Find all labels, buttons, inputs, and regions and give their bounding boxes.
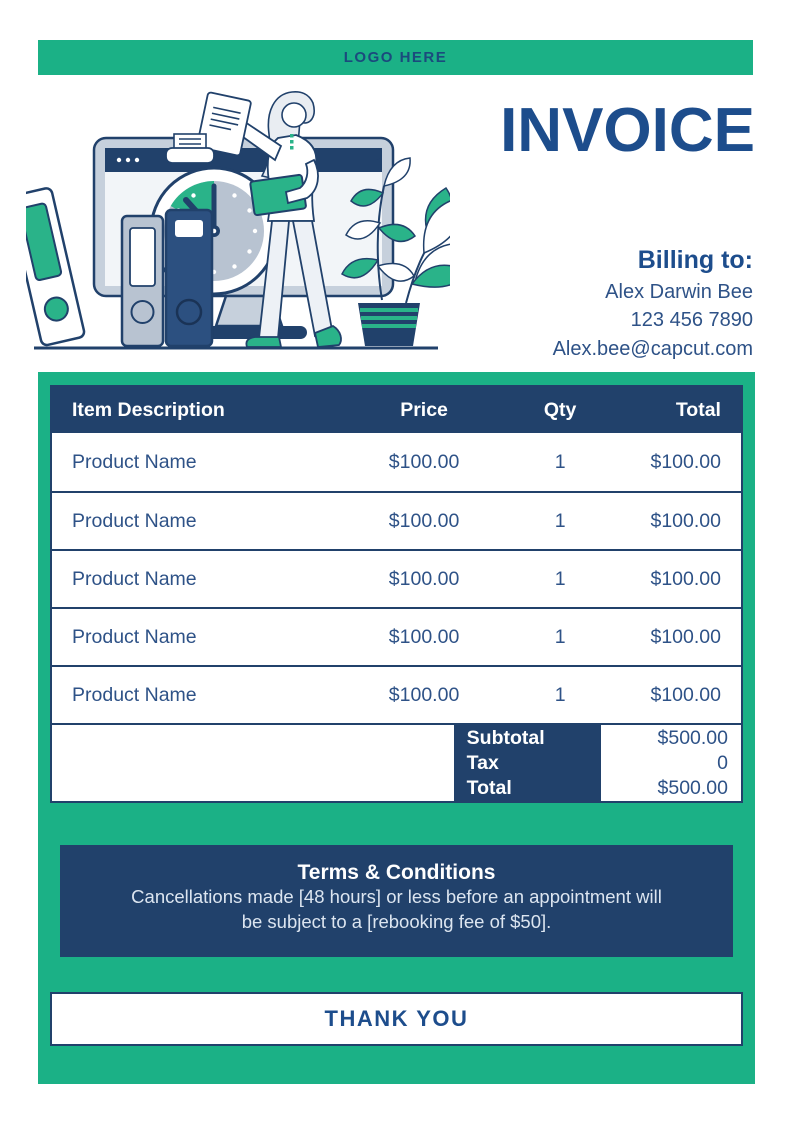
terms-box [60,845,733,957]
terms-line: Cancellations made [48 hours] or less before an appointment will [131,886,662,907]
document-icon [166,92,251,163]
cell-description: Product Name [72,683,197,706]
cell-description: Product Name [72,567,197,590]
billing-name: Alex Darwin Bee [605,281,753,303]
total-label: Total [466,776,512,799]
table-row [52,665,741,723]
logo-bar [38,40,753,75]
summary-row [52,723,741,801]
header-price: Price [400,398,448,421]
tax-label: Tax [466,751,499,774]
cell-price: $100.00 [388,567,460,590]
cell-description: Product Name [72,509,197,532]
cell-description: Product Name [72,450,197,473]
cell-price: $100.00 [388,450,460,473]
terms-line: be subject to a [rebooking fee of $50]. [241,910,552,932]
items-table [50,385,743,803]
subtotal-value: $500.00 [657,726,728,749]
table-row [52,549,741,607]
cell-qty: 1 [554,683,566,706]
billing-heading: Billing to: [637,246,753,274]
cell-price: $100.00 [388,509,460,532]
billing-phone: 123 456 7890 [630,309,753,332]
header-qty: Qty [543,398,577,421]
cell-total: $100.00 [650,683,721,706]
table-row [52,491,741,549]
cell-total: $100.00 [650,509,721,532]
cell-description: Product Name [72,625,197,648]
thank-you-banner [50,992,743,1046]
logo-placeholder-text: LOGO HERE [343,49,448,66]
billing-email: Alex.bee@capcut.com [552,337,753,360]
header-total: Total [675,398,721,421]
cell-qty: 1 [554,567,566,590]
table-row [52,433,741,491]
cell-total: $100.00 [650,567,721,590]
page-title: INVOICE [500,96,755,165]
cell-total: $100.00 [650,450,721,473]
cell-qty: 1 [554,625,566,648]
cell-qty: 1 [554,450,566,473]
table-header-row [52,387,741,433]
tax-value: 0 [717,751,728,774]
cell-price: $100.00 [388,625,460,648]
subtotal-label: Subtotal [466,726,545,749]
invoice-body-panel [38,372,755,1084]
thank-you-text: THANK YOU [324,1006,469,1031]
terms-title: Terms & Conditions [297,861,496,884]
summary-labels [454,725,601,801]
hero-illustration [26,88,450,356]
cell-price: $100.00 [388,683,460,706]
summary-values [601,725,741,801]
cell-total: $100.00 [650,625,721,648]
header-item-description: Item Description [72,398,225,421]
cell-qty: 1 [554,509,566,532]
billing-block [553,246,753,363]
total-value: $500.00 [657,776,728,799]
summary-spacer [52,725,454,801]
table-row [52,607,741,665]
